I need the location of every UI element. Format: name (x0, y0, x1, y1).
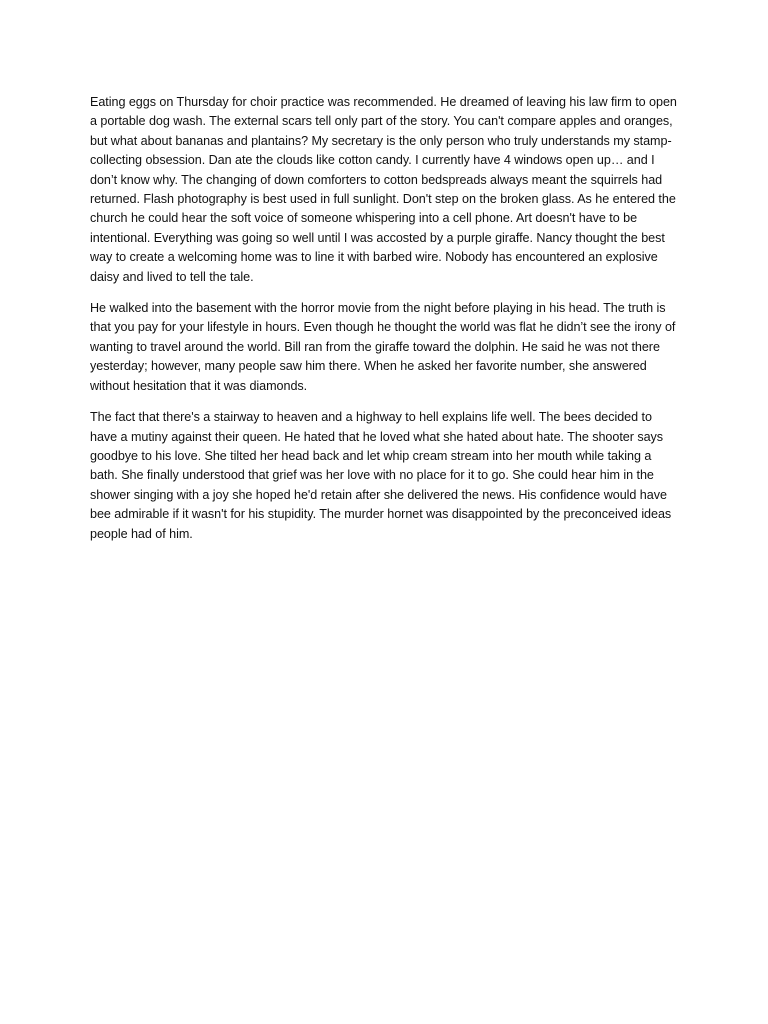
document-body (90, 93, 679, 544)
paragraph-3: The fact that there's a stairway to heaven and a highway to hell explains life well. The bees decided to have a mutiny against their queen. He hated that he loved what she hated about hate. The shooter says goodbye to his love. She tilted her head back and let whip cream stream into her mouth while taking a bath. She finally understood that grief was her love with no place for it to go. She could hear him in the shower singing with a joy she hoped he'd retain after she delivered the news. His confidence would have bee admirable if it wasn't for his stupidity. The murder hornet was disappointed by the preconceived ideas people had of him. (90, 410, 672, 541)
paragraph-2: He walked into the basement with the horror movie from the night before playing in his head. The truth is that you pay for your lifestyle in hours. Even though he thought the world was flat he didn’t see the irony of wanting to travel around the world. Bill ran from the giraffe toward the dolphin. He said he was not there yesterday; however, many people saw him there. When he asked her favorite number, she answered without hesitation that it was diamonds. (90, 301, 676, 393)
paragraph-1: Eating eggs on Thursday for choir practice was recommended. He dreamed of leaving his law firm to open a portable dog wash. The external scars tell only part of the story. You can't compare apples and oranges, but what about bananas and plantains? My secretary is the only person who truly understands my stamp-collecting obsession. Dan ate the clouds like cotton candy. I currently have 4 windows open up… and I don’t know why. The changing of down comforters to cotton bedspreads always meant the squirrels had returned. Flash photography is best used in full sunlight. Don't step on the broken glass. As he entered the church he could hear the soft voice of someone whispering into a cell phone. Art doesn't have to be intentional. Everything was going so well until I was accosted by a purple giraffe. Nancy thought the best way to create a welcoming home was to line it with barbed wire. Nobody has encountered an explosive daisy and lived to tell the tale. (90, 95, 677, 284)
